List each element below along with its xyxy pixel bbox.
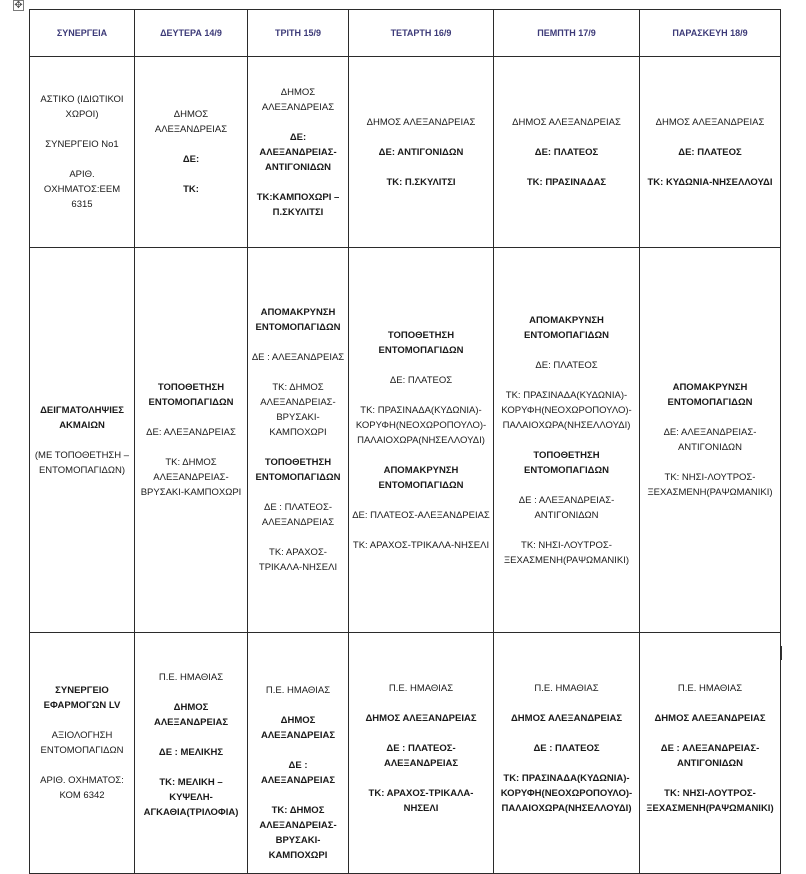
cell-monday [135, 248, 248, 633]
cell-paragraph: ΔΗΜΟΣ ΑΛΕΞΑΝΔΡΕΙΑΣ [366, 116, 476, 128]
cell-thursday [494, 248, 640, 633]
row-lv-application-crew [30, 633, 781, 874]
row-urban-crew [30, 57, 781, 248]
cell-paragraph: ΔΕ : ΑΛΕΞΑΝΔΡΕΙΑΣ [260, 760, 336, 786]
cell-paragraph: ΔΗΜΟΣ ΑΛΕΞΑΝΔΡΕΙΑΣ [365, 713, 477, 724]
cell-crew [30, 633, 135, 874]
cell-paragraph: ΔΗΜΟΣ ΑΛΕΞΑΝΔΡΕΙΑΣ [654, 713, 766, 724]
cell-paragraph: ΔΗΜΟΣ ΑΛΕΞΑΝΔΡΕΙΑΣ [153, 702, 229, 728]
cell-paragraph: ΔΕ: ΠΛΑΤΕΟΣ [534, 146, 599, 158]
header-cell-monday: ΔΕΥΤΕΡΑ 14/9 [135, 10, 248, 57]
cell-paragraph: ΑΡΙΘ. ΟΧΗΜΑΤΟΣ: ΚΟΜ 6342 [40, 775, 124, 801]
cell-paragraph: ΑΠΟΜΑΚΡΥΝΣΗ ΕΝΤΟΜΟΠΑΓΙΔΩΝ [255, 307, 341, 333]
cell-paragraph: ΤΚ: ΑΡΑΧΟΣ-ΤΡΙΚΑΛΑ-ΝΗΣΕΛΙ [352, 539, 490, 551]
cell-paragraph: ΔΕ : ΑΛΕΞΑΝΔΡΕΙΑΣ [251, 352, 345, 363]
cell-paragraph: ΑΡΙΘ. ΟΧΗΜΑΤΟΣ:ΕΕΜ 6315 [43, 169, 121, 210]
cell-paragraph: ΤΚ: [183, 184, 199, 195]
cell-paragraph: Π.Ε. ΗΜΑΘΙΑΣ [388, 683, 454, 694]
cell-tuesday [248, 57, 349, 248]
cell-wednesday [349, 248, 494, 633]
cell-paragraph: ΑΣΤΙΚΟ (ΙΔΙΩΤΙΚΟΙ ΧΩΡΟΙ) [40, 94, 124, 120]
cell-friday [640, 248, 781, 633]
cell-paragraph: ΤΟΠΟΘΕΤΗΣΗ ΕΝΤΟΜΟΠΑΓΙΔΩΝ [378, 329, 464, 356]
cell-paragraph: ΔΗΜΟΣ ΑΛΕΞΑΝΔΡΕΙΑΣ [510, 713, 623, 724]
cell-tuesday [248, 633, 349, 874]
row-adult-sampling [30, 248, 781, 633]
header-cell-tuesday: ΤΡΙΤΗ 15/9 [248, 10, 349, 57]
cell-paragraph: ΔΕΙΓΜΑΤΟΛΗΨΙΕΣ ΑΚΜΑΙΩΝ [40, 404, 124, 431]
cell-paragraph: ΔΕ : ΑΛΕΞΑΝΔΡΕΙΑΣ-ΑΝΤΙΓΟΝΙΔΩΝ [660, 743, 760, 769]
cell-paragraph: ΑΠΟΜΑΚΡΥΝΣΗ ΕΝΤΟΜΟΠΑΓΙΔΩΝ [667, 382, 753, 408]
cell-wednesday [349, 57, 494, 248]
cell-paragraph: ΔΕ: ΑΝΤΙΓΟΝΙΔΩΝ [378, 146, 464, 158]
cell-friday [640, 633, 781, 874]
cell-paragraph: ΤΚ: ΠΡΑΣΙΝΑΔΑ(ΚΥΔΩΝΙΑ)-ΚΟΡΥΦΗ(ΝΕΟΧΩΡΟΠΟΥΛΟ)-ΠΑΛΑΙΟΧΩΡΑ(ΝΗΣΕΛΛΟΥΔΙ) [500, 773, 633, 814]
cell-monday [135, 633, 248, 874]
cell-paragraph: ΤΚ: ΑΡΑΧΟΣ-ΤΡΙΚΑΛΑ-ΝΗΣΕΛΙ [258, 547, 338, 573]
cell-paragraph: ΔΕ : ΑΛΕΞΑΝΔΡΕΙΑΣ-ΑΝΤΙΓΟΝΙΔΩΝ [518, 494, 615, 521]
cell-paragraph: Π.Ε. ΗΜΑΘΙΑΣ [534, 683, 599, 694]
cell-paragraph: ΤΚ: ΔΗΜΟΣ ΑΛΕΞΑΝΔΡΕΙΑΣ-ΒΡΥΣΑΚΙ-ΚΑΜΠΟΧΩΡΙ [260, 382, 336, 438]
cell-paragraph: ΑΠΟΜΑΚΡΥΝΣΗ ΕΝΤΟΜΟΠΑΓΙΔΩΝ [524, 314, 609, 341]
cell-paragraph: ΔΗΜΟΣ ΑΛΕΞΑΝΔΡΕΙΑΣ [655, 116, 765, 128]
cell-thursday [494, 633, 640, 874]
cell-paragraph: ΤΚ: ΠΡΑΣΙΝΑΔΑΣ [526, 176, 607, 188]
header-cell-crews: ΣΥΝΕΡΓΕΙΑ [30, 10, 135, 57]
cell-paragraph: ΤΟΠΟΘΕΤΗΣΗ ΕΝΤΟΜΟΠΑΓΙΔΩΝ [524, 449, 609, 476]
cell-paragraph: ΔΗΜΟΣ ΑΛΕΞΑΝΔΡΕΙΑΣ [261, 86, 335, 113]
cell-paragraph: ΔΕ: ΠΛΑΤΕΟΣ [535, 359, 598, 371]
cell-paragraph: ΤΟΠΟΘΕΤΗΣΗ ΕΝΤΟΜΟΠΑΓΙΔΩΝ [255, 457, 341, 483]
header-row [30, 10, 781, 57]
cell-paragraph: ΔΕ : ΠΛΑΤΕΟΣ [533, 743, 600, 754]
cell-paragraph: ΔΕ : ΠΛΑΤΕΟΣ-ΑΛΕΞΑΝΔΡΕΙΑΣ [261, 502, 335, 528]
cell-paragraph: ΤΚ: ΠΡΑΣΙΝΑΔΑ(ΚΥΔΩΝΙΑ)-ΚΟΡΥΦΗ(ΝΕΟΧΩΡΟΠΟΥΛΟ)-ΠΑΛΑΙΟΧΩΡΑ(ΝΗΣΕΛΛΟΥΔΙ) [355, 404, 487, 446]
cell-paragraph: ΔΕ: [182, 154, 200, 165]
cell-paragraph: ΤΚ: Π.ΣΚΥΛΙΤΣΙ [386, 176, 456, 188]
schedule-table [29, 9, 781, 874]
cell-crew [30, 57, 135, 248]
cell-paragraph: ΔΕ : ΜΕΛΙΚΗΣ [158, 747, 224, 758]
header-cell-thursday: ΠΕΜΠΤΗ 17/9 [494, 10, 640, 57]
cell-paragraph: (ΜΕ ΤΟΠΟΘΕΤΗΣΗ – ΕΝΤΟΜΟΠΑΓΙΔΩΝ) [34, 449, 130, 476]
cell-paragraph: ΤΚ: ΠΡΑΣΙΝΑΔΑ(ΚΥΔΩΝΙΑ)-ΚΟΡΥΦΗ(ΝΕΟΧΩΡΟΠΟΥΛΟ)-ΠΑΛΑΙΟΧΩΡΑ(ΝΗΣΕΛΛΟΥΔΙ) [501, 389, 632, 431]
cell-paragraph: ΔΕ : ΠΛΑΤΕΟΣ-ΑΛΕΞΑΝΔΡΕΙΑΣ [383, 743, 459, 769]
cell-thursday [494, 57, 640, 248]
cell-paragraph: ΔΗΜΟΣ ΑΛΕΞΑΝΔΡΕΙΑΣ [154, 109, 228, 135]
cell-paragraph: ΣΥΝΕΡΓΕΙΟ ΕΦΑΡΜΟΓΩΝ LV [43, 685, 121, 711]
cell-paragraph: ΔΗΜΟΣ ΑΛΕΞΑΝΔΡΕΙΑΣ [512, 116, 621, 128]
cell-paragraph: ΑΞΙΟΛΟΓΗΣΗ ΕΝΤΟΜΟΠΑΓΙΔΩΝ [40, 730, 124, 756]
cell-paragraph: ΤΚ: ΜΕΛΙΚΗ – ΚΥΨΕΛΗ-ΑΓΚΑΘΙΑ(ΤΡΙΛΟΦΙΑ) [143, 777, 239, 818]
cell-paragraph: ΤΚ:ΚΑΜΠΟΧΩΡΙ – Π.ΣΚΥΛΙΤΣΙ [256, 191, 340, 218]
header-cell-wednesday: ΤΕΤΑΡΤΗ 16/9 [349, 10, 494, 57]
cell-friday [640, 57, 781, 248]
cell-paragraph: ΔΕ: ΑΛΕΞΑΝΔΡΕΙΑΣ-ΑΝΤΙΓΟΝΙΔΩΝ [663, 427, 757, 453]
cell-paragraph: ΣΥΝΕΡΓΕΙΟ Νο1 [45, 139, 119, 150]
cell-paragraph: ΤΚ: ΚΥΔΩΝΙΑ-ΝΗΣΕΛΛΟΥΔΙ [647, 176, 773, 188]
cell-paragraph: ΔΕ: ΑΛΕΞΑΝΔΡΕΙΑΣ-ΑΝΤΙΓΟΝΙΔΩΝ [259, 131, 337, 173]
cell-paragraph: Π.Ε. ΗΜΑΘΙΑΣ [158, 672, 224, 683]
cell-crew [30, 248, 135, 633]
cell-paragraph: ΔΕ: ΠΛΑΤΕΟΣ [678, 146, 742, 158]
cell-paragraph: Π.Ε. ΗΜΑΘΙΑΣ [265, 685, 331, 696]
cell-paragraph: ΤΟΠΟΘΕΤΗΣΗ ΕΝΤΟΜΟΠΑΓΙΔΩΝ [148, 382, 234, 408]
cell-paragraph: ΤΚ: ΔΗΜΟΣ ΑΛΕΞΑΝΔΡΕΙΑΣ-ΒΡΥΣΑΚΙ-ΚΑΜΠΟΧΩΡΙ [259, 805, 337, 861]
cell-paragraph: Π.Ε. ΗΜΑΘΙΑΣ [677, 683, 743, 694]
cell-paragraph: ΤΚ: ΑΡΑΧΟΣ-ΤΡΙΚΑΛΑ-ΝΗΣΕΛΙ [368, 788, 474, 814]
cell-paragraph: ΤΚ: ΝΗΣΙ-ΛΟΥΤΡΟΣ-ΞΕΧΑΣΜΕΝΗ(ΡΑΨΩΜΑΝΙΚΙ) [646, 788, 774, 814]
cell-monday [135, 57, 248, 248]
cell-paragraph: ΤΚ: ΝΗΣΙ-ΛΟΥΤΡΟΣ-ΞΕΧΑΣΜΕΝΗ(ΡΑΨΩΜΑΝΙΚΙ) [503, 539, 630, 566]
cell-paragraph: ΔΕ: ΠΛΑΤΕΟΣ [389, 374, 453, 386]
header-cell-friday: ΠΑΡΑΣΚΕΥΗ 18/9 [640, 10, 781, 57]
cell-wednesday [349, 633, 494, 874]
cell-paragraph: ΤΚ: ΔΗΜΟΣ ΑΛΕΞΑΝΔΡΕΙΑΣ-ΒΡΥΣΑΚΙ-ΚΑΜΠΟΧΩΡΙ [140, 457, 242, 498]
cell-paragraph: ΔΕ: ΑΛΕΞΑΝΔΡΕΙΑΣ [146, 427, 236, 438]
move-arrows-icon[interactable]: ✥ [14, 0, 23, 11]
cell-paragraph: ΔΗΜΟΣ ΑΛΕΞΑΝΔΡΕΙΑΣ [260, 715, 336, 741]
cell-paragraph: ΤΚ: ΝΗΣΙ-ΛΟΥΤΡΟΣ-ΞΕΧΑΣΜΕΝΗ(ΡΑΨΩΜΑΝΙΚΙ) [647, 472, 773, 498]
cell-paragraph: ΑΠΟΜΑΚΡΥΝΣΗ ΕΝΤΟΜΟΠΑΓΙΔΩΝ [378, 464, 464, 491]
cell-paragraph: ΔΕ: ΠΛΑΤΕΟΣ-ΑΛΕΞΑΝΔΡΕΙΑΣ [352, 509, 490, 521]
text-cursor [781, 646, 782, 660]
cell-tuesday [248, 248, 349, 633]
